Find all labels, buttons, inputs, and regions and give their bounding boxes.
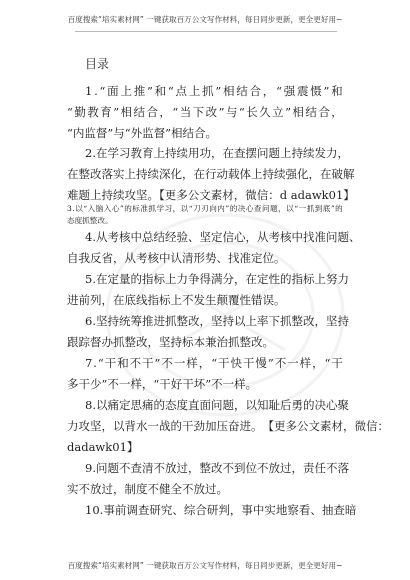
- item-3-line-1: 3 . 以 “ 入 脑 入 心 ” 的 标 准 抓 学 习 ， 以 “ 刀 刃 向 内 ” 的 决 心 查 问 题 ， 以 “ 一 抓 到 底 ” 的: [67, 204, 343, 213]
- toc-title: 目录: [85, 57, 110, 71]
- page-header: 百度搜索“培实素材网” 一键获取百万公文写作材料，每日同步更新，更全更好用~: [67, 15, 343, 24]
- item-9-line-2: 实不放过，制度不健全不放过。: [67, 482, 228, 496]
- item-9-line-1: 9 . 问 题 不 查 清 不 放 过 ， 整 改 不 到 位 不 放 过 ， 责 任 不 落: [85, 461, 349, 475]
- item-6-line-2: 跟踪督办抓整改，坚持标本兼治抓整改。: [67, 335, 274, 349]
- item-8-line-2: 力 攻 坚 ， 以 背 水 一 战 的 干 劲 加 压 奋 进 。 【 更 多 公 文 素 材 ， 微 信 ：: [67, 419, 389, 433]
- item-7-line-2: 多干少”不一样，“干好干坏”不一样。: [67, 377, 258, 391]
- item-2-line-3: 难题上持续攻坚。【更多公文素材，微信：d adawk01】: [67, 188, 355, 202]
- item-4-line-1: 4 . 从 考 核 中 总 结 经 验 、 坚 定 信 心 ， 从 考 核 中 找 准 问 题 、: [85, 230, 361, 244]
- item-8-line-1: 8 . 以 痛 定 思 痛 的 态 度 直 面 问 题 ， 以 知 耻 后 勇 的 决 心 聚: [85, 398, 349, 412]
- item-2-line-2: 在 整 改 落 实 上 持 续 深 化 ， 在 行 动 载 体 上 持 续 强 化 ， 在 破 解: [67, 167, 355, 181]
- item-7-line-1: 7 . “ 干 和 不 干 ” 不 一 样 ， “ 干 快 干 慢 ” 不 一 样 ， “ 干: [85, 356, 343, 370]
- item-1-line-3: “内监督”与“外监督”相结合。: [67, 126, 218, 140]
- item-5-line-1: 5 . 在 定 量 的 指 标 上 力 争 得 满 分 ， 在 定 性 的 指 标 上 努 力: [85, 272, 349, 286]
- item-8-line-3: dadawk01】: [67, 440, 139, 454]
- item-3-line-2: 态度抓整改。: [67, 216, 113, 225]
- item-1-line-2: “ 勤 教 育 ” 相 结 合 ， “ 当 下 改 ” 与 “ 长 久 立 ” 相 结 合 ，: [67, 105, 343, 119]
- page-footer: 百度搜索“培实素材网” 一键获取百万公文写作材料，每日同步更新，更全更好用~: [67, 561, 343, 570]
- item-6-line-1: 6 . 坚 持 统 筹 推 进 抓 整 改 ， 坚 持 以 上 率 下 抓 整 改 ， 坚 持: [85, 314, 349, 328]
- item-5-line-2: 进前列，在底线指标上不发生颠覆性错误。: [67, 293, 286, 307]
- item-10-line-1: 1 0 . 事 前 调 查 研 究 、 综 合 研 判 ， 事 中 实 地 察 看 、 抽 查 暗: [85, 503, 357, 517]
- item-4-line-2: 自我反省，从考核中认清形势、找准定位。: [67, 251, 286, 265]
- item-2-line-1: 2 . 在 学 习 教 育 上 持 续 用 功 ， 在 查 摆 问 题 上 持 续 发 力 ，: [85, 146, 349, 160]
- item-1-line-1: 1 . “ 面 上 推 ” 和 “ 点 上 抓 ” 相 结 合 ， “ 强 震 慑 ” 和: [85, 84, 343, 98]
